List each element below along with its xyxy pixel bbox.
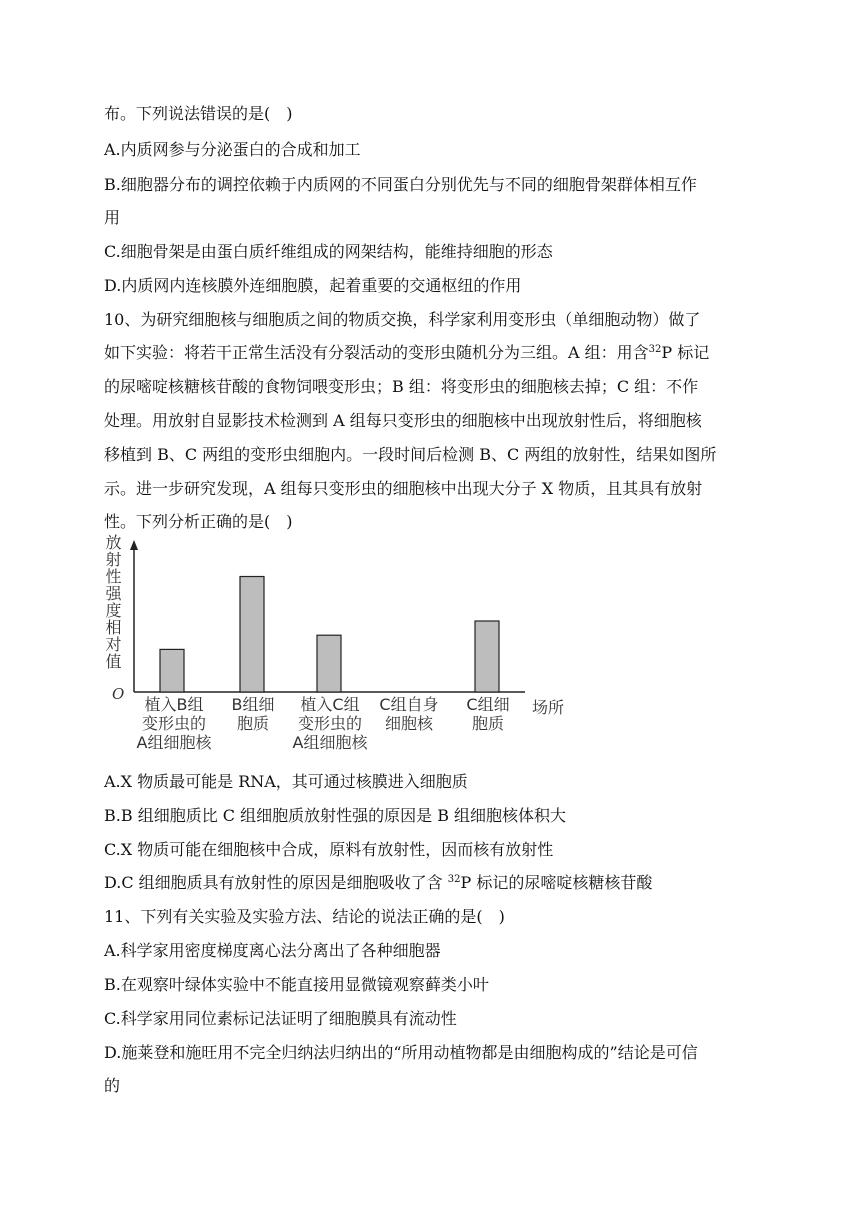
x-axis-label: 场所: [532, 698, 565, 717]
question-10-stem: [104, 343, 764, 363]
question-10-stem: 的尿嘧啶核糖核苷酸的食物饲喂变形虫；B 组：将变形虫的细胞核去掉；C 组：不作: [104, 377, 699, 396]
option-b: B.在观察叶绿体实验中不能直接用显微镜观察藓类小叶: [104, 975, 489, 994]
superscript: 32: [648, 344, 662, 355]
bar: [240, 577, 264, 692]
option-b: B.细胞器分布的调控依赖于内质网的不同蛋白分别优先与不同的细胞骨架群体相互作: [104, 175, 697, 194]
origin-label: O: [112, 685, 125, 703]
option-c: C.细胞骨架是由蛋白质纤维组成的网架结构，能维持细胞的形态: [104, 242, 553, 261]
category-label: B组细 胞质: [231, 695, 275, 733]
category-label: C组自身 细胞核: [379, 695, 439, 733]
option-d-continued: 的: [104, 1076, 121, 1095]
option-a: A.X 物质最可能是 RNA，其可通过核膜进入细胞质: [104, 772, 468, 791]
question-10-stem: 10、为研究细胞核与细胞质之间的物质交换，科学家利用变形虫（单细胞动物）做了: [104, 310, 701, 329]
y-axis-label: 放射性强度相对值: [103, 534, 122, 670]
option-c: C.X 物质可能在细胞核中合成，原料有放射性，因而核有放射性: [104, 840, 554, 859]
option-d: D.内质网内连核膜外连细胞膜，起着重要的交通枢纽的作用: [104, 276, 522, 295]
y-axis-arrow: [130, 540, 138, 550]
bar: [317, 635, 341, 692]
bar-chart: [100, 530, 580, 760]
bar: [475, 621, 499, 692]
option-text: P 标记的尿嘧啶核糖核苷酸: [460, 873, 653, 892]
option-b: B.B 组细胞质比 C 组细胞质放射性强的原因是 B 组细胞核体积大: [104, 806, 567, 825]
option-d: [104, 873, 764, 893]
superscript: 32: [447, 874, 461, 885]
category-label: C组细 胞质: [466, 695, 510, 733]
text-line: 布。下列说法错误的是( ): [104, 104, 293, 123]
bar: [160, 649, 184, 692]
option-a: A.科学家用密度梯度离心法分离出了各种细胞器: [104, 941, 441, 960]
stem-text: P 标记: [661, 343, 710, 362]
question-10-stem: 性。下列分析正确的是( ): [104, 512, 293, 531]
question-10-stem: 示。进一步研究发现，A 组每只变形虫的细胞核中出现大分子 X 物质，且其具有放射: [104, 479, 703, 498]
question-10-stem: 处理。用放射自显影技术检测到 A 组每只变形虫的细胞核中出现放射性后，将细胞核: [104, 411, 702, 430]
question-11-stem: 11、下列有关实验及实验方法、结论的说法正确的是( ): [104, 907, 505, 926]
question-10-stem: 移植到 B、C 两组的变形虫细胞内。一段时间后检测 B、C 两组的放射性，结果如图所: [104, 445, 717, 464]
category-label: 植入C组 变形虫的 A组细胞核: [292, 695, 368, 752]
option-c: C.科学家用同位素标记法证明了细胞膜具有流动性: [104, 1009, 457, 1028]
option-a: A.内质网参与分泌蛋白的合成和加工: [104, 140, 361, 159]
option-b-continued: 用: [104, 208, 121, 227]
category-label: 植入B组 变形虫的 A组细胞核: [136, 695, 212, 752]
stem-text: 如下实验：将若干正常生活没有分裂活动的变形虫随机分为三组。A 组：用含: [104, 343, 649, 362]
option-text: D.C 组细胞质具有放射性的原因是细胞吸收了含: [104, 873, 448, 892]
option-d: D.施莱登和施旺用不完全归纳法归纳出的“所用动植物都是由细胞构成的”结论是可信: [104, 1043, 698, 1062]
